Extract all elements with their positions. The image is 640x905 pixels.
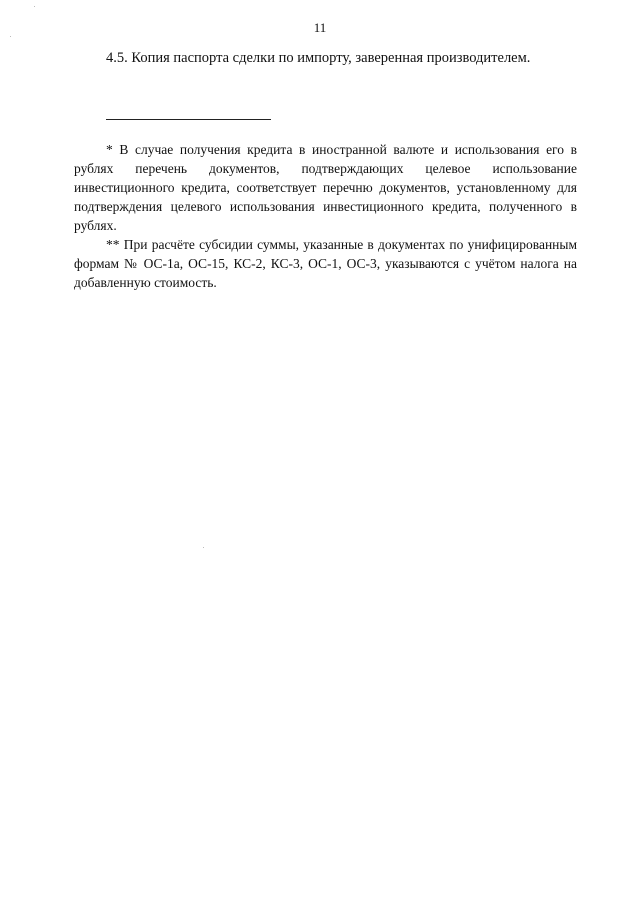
scan-dot-left [10,36,11,37]
footnotes [74,140,577,292]
item-4-5: 4.5. Копия паспорта сделки по импорту, заверенная производителем. [106,50,531,66]
page-number: 11 [313,20,327,35]
footnote-2: ** При расчёте субсидии суммы, указанные в документах по унифицированным формам № ОС-1а, ОС-15, КС-2, КС-3, ОС-1, ОС-3, указываются с учётом налога на добавленную стоимость. [74,237,577,290]
footnote-separator [106,119,271,120]
scan-dot-top-left [34,6,35,7]
footnote-1: * В случае получения кредита в иностранной валюте и использования его в рублях перечень документов, подтверждающих целевое использование инвестиционного кредита, соответствует перечню документов, установленному для подтверждения целевого использования инвестиционного кредита, полученного в рублях. [74,142,577,233]
scan-dot-center [203,547,204,548]
